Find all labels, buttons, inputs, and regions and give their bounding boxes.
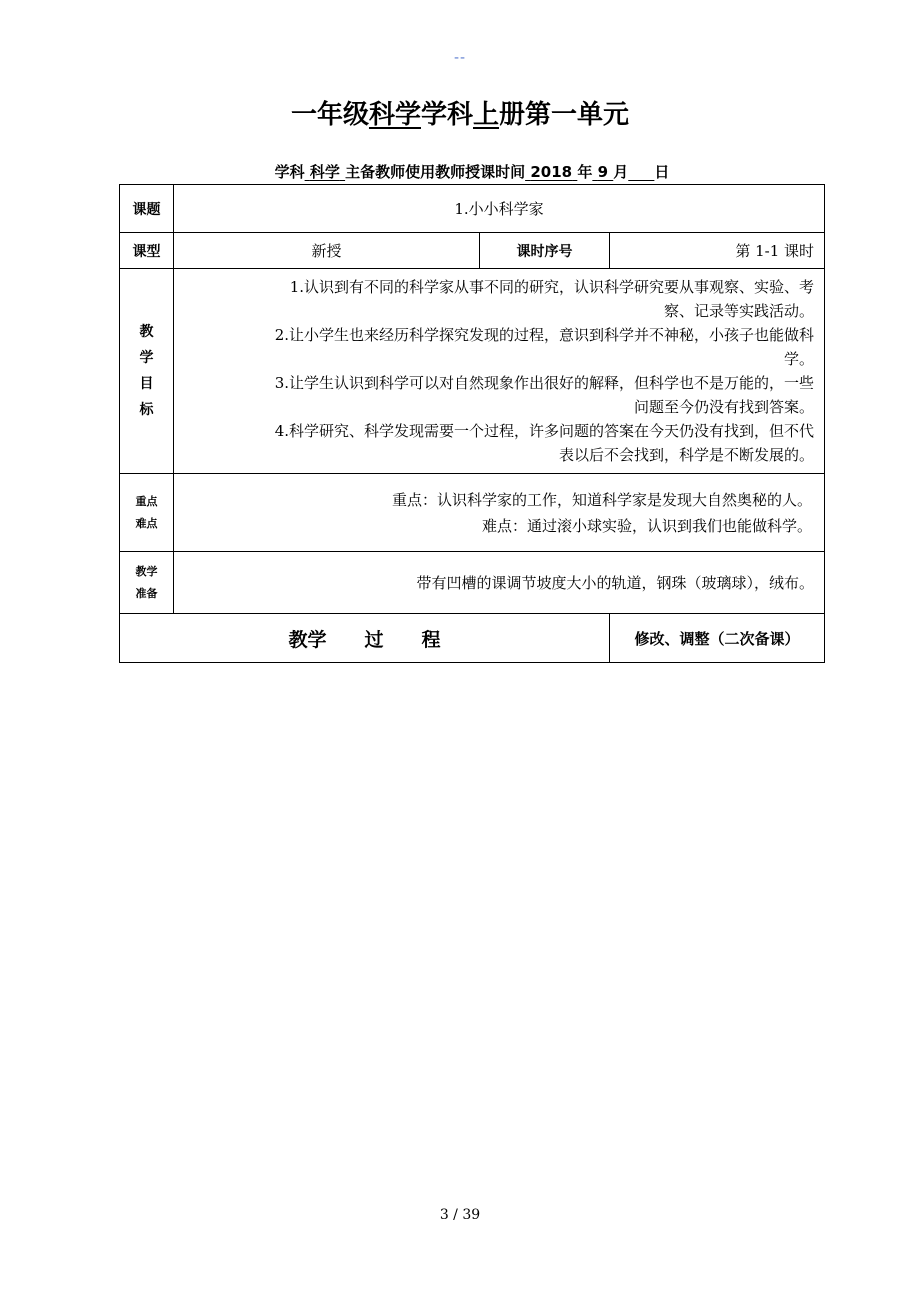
- prep-row: [120, 552, 825, 614]
- meta-day: [628, 163, 654, 181]
- title-grade: 一年级: [290, 100, 369, 130]
- topic-label: 课题: [120, 185, 174, 233]
- process-row: [120, 614, 825, 663]
- meta-year-label: 年: [577, 163, 593, 181]
- lesson-plan-table: [119, 184, 825, 663]
- objective-item: 1.认识到有不同的科学家从事不同的研究，认识科学研究要从事观察、实验、考察、记录等实践活动。: [289, 278, 815, 320]
- difficult-point: 难点：通过滚小球实验，认识到我们也能做科学。: [482, 516, 813, 535]
- objectives-list: [174, 269, 825, 474]
- objective-item: 2.让小学生也来经历科学探究发现的过程，意识到科学并不神秘，小孩子也能做科学。: [274, 326, 815, 368]
- process-title: 教学 过 程: [120, 614, 610, 663]
- topic-row: [120, 185, 825, 233]
- key-points-row: [120, 474, 825, 552]
- seq-value: 第 1-1 课时: [610, 233, 825, 269]
- title-unit: 册第一单元: [499, 100, 630, 130]
- objective-item: 4.科学研究、科学发现需要一个过程，许多问题的答案在今天仍没有找到，但不代表以后不会找到，科学是不断发展的。: [274, 422, 815, 464]
- key-points: [174, 474, 825, 552]
- objective-item: 3.让学生认识到科学可以对自然现象作出很好的解释，但科学也不是万能的，一些问题至今仍没有找到答案。: [274, 374, 815, 416]
- header-mark: --: [453, 50, 467, 66]
- key-point: 重点：认识科学家的工作，知道科学家是发现大自然奥秘的人。: [392, 490, 813, 509]
- meta-subject-label: 学科: [274, 163, 305, 181]
- page-number: 3 / 39: [439, 1207, 481, 1223]
- seq-label: 课时序号: [480, 233, 610, 269]
- meta-day-label: 日: [654, 163, 670, 181]
- topic-value: 1.小小科学家: [174, 185, 825, 233]
- meta-month-label: 月: [613, 163, 629, 181]
- title-subject: 科学: [368, 100, 421, 130]
- title-volume: 上: [473, 100, 500, 130]
- revise-label: 修改、调整（二次备课）: [610, 614, 825, 663]
- prep-label: 教学 准备: [120, 552, 174, 614]
- prep-value: 带有凹槽的课调节坡度大小的轨道，钢珠（玻璃球），绒布。: [174, 552, 825, 614]
- meta-year: 2018: [530, 163, 573, 181]
- objectives-label: 教 学 目 标: [120, 269, 174, 474]
- meta-teacher-time: 主备教师使用教师授课时间: [345, 163, 526, 181]
- page-title: [0, 94, 920, 131]
- meta-subject-value: 科学: [309, 163, 340, 181]
- objectives-row: [120, 269, 825, 474]
- type-label: 课型: [120, 233, 174, 269]
- type-row: [120, 233, 825, 269]
- meta-line: [120, 161, 824, 182]
- key-points-label: 重点 难点: [120, 474, 174, 552]
- meta-month: 9: [597, 163, 609, 181]
- title-subject-suffix: 学科: [420, 100, 473, 130]
- type-value: 新授: [174, 233, 480, 269]
